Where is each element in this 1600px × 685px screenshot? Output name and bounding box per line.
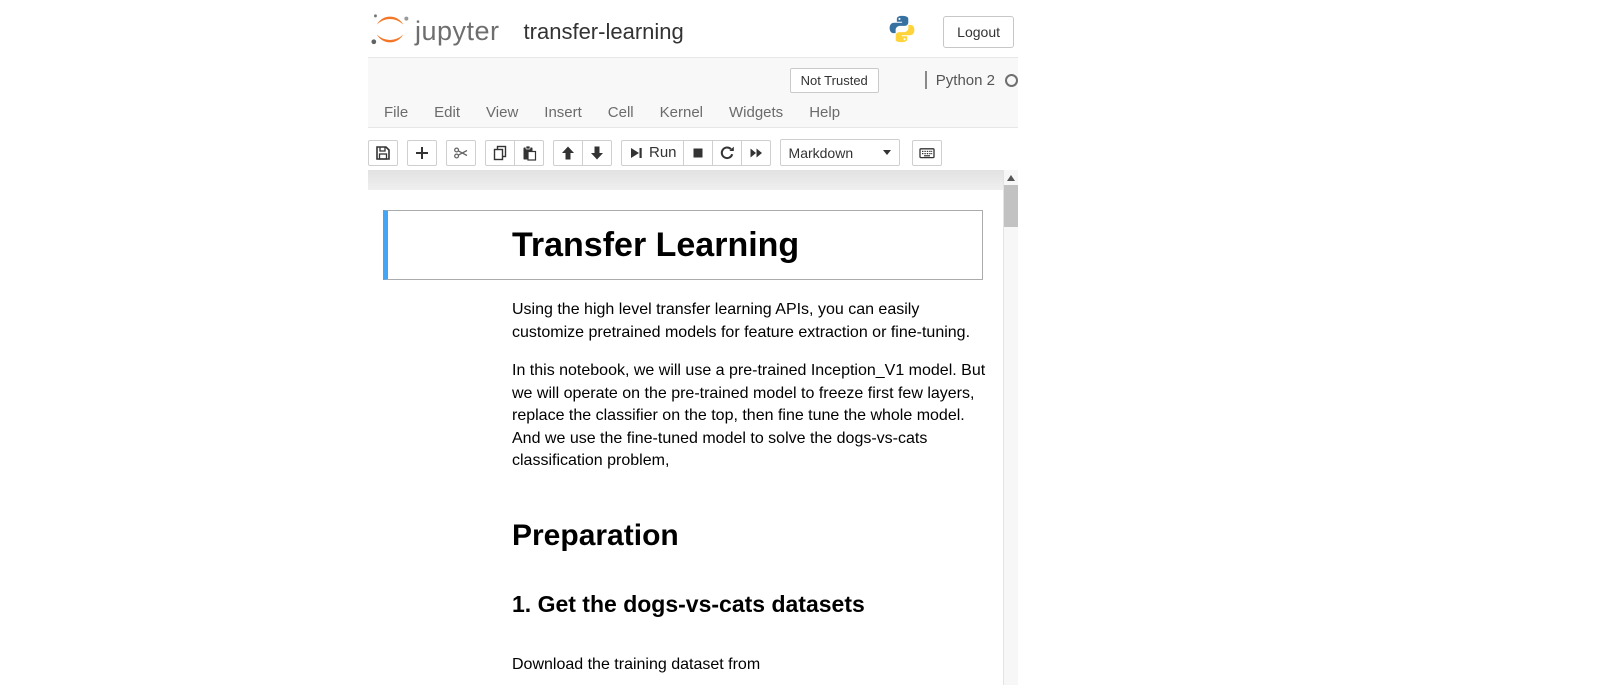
cell-type-dropdown[interactable] <box>780 139 900 166</box>
notebook-scroll-area[interactable] <box>368 170 1003 685</box>
scrollbar-thumb[interactable] <box>1004 185 1018 227</box>
menu-kernel[interactable]: Kernel <box>659 103 703 121</box>
copy-icon <box>492 145 508 161</box>
arrow-up-icon <box>560 145 576 161</box>
move-cell-down-button[interactable] <box>582 140 612 166</box>
menu-help[interactable]: Help <box>809 103 841 121</box>
menu-widgets[interactable]: Widgets <box>729 103 784 121</box>
keyboard-icon <box>919 145 935 161</box>
notebook-title[interactable]: transfer-learning <box>523 18 684 44</box>
notebook-top-strip <box>368 170 1003 190</box>
scrollbar-up-button[interactable] <box>1004 170 1018 185</box>
logout-button[interactable]: Logout <box>943 16 1014 48</box>
add-cell-button[interactable] <box>407 140 437 166</box>
menu-edit[interactable]: Edit <box>434 103 461 121</box>
cell-type-selected-label: Markdown <box>788 144 854 161</box>
toolbar <box>368 128 1018 170</box>
menu-region <box>368 57 1018 128</box>
subsection-heading-datasets: 1. Get the dogs-vs-cats datasets <box>512 590 865 617</box>
selected-markdown-cell[interactable] <box>383 210 983 280</box>
jupyter-logo-text: jupyter <box>415 16 500 46</box>
paragraph-intro: Using the high level transfer learning APIs, you can easily customize pretrained models for feature extraction or fine-tuning. <box>512 301 971 341</box>
jupyter-planet-icon <box>370 11 410 53</box>
run-cell-button[interactable] <box>621 140 684 166</box>
markdown-cell[interactable] <box>512 519 986 553</box>
copy-cells-button[interactable] <box>485 140 515 166</box>
fast-forward-icon <box>748 145 764 161</box>
arrow-down-icon <box>589 145 605 161</box>
scroll-up-arrow-icon <box>1007 175 1015 181</box>
python-kernel-logo-icon <box>887 14 917 49</box>
notebook-app <box>368 0 1018 685</box>
interrupt-kernel-button[interactable] <box>683 140 713 166</box>
paste-cells-button[interactable] <box>514 140 544 166</box>
save-icon <box>375 145 391 161</box>
menu-cell[interactable]: Cell <box>607 103 634 121</box>
app-header <box>368 0 1018 57</box>
section-heading-preparation: Preparation <box>512 518 679 552</box>
notebook-h1-title: Transfer Learning <box>512 226 800 264</box>
paragraph-download: Download the training dataset from <box>512 655 761 673</box>
move-cell-up-button[interactable] <box>553 140 583 166</box>
menu-insert[interactable]: Insert <box>544 103 582 121</box>
run-button-label: Run <box>649 144 677 161</box>
cut-cell-button[interactable] <box>446 140 476 166</box>
jupyter-logo[interactable] <box>370 11 500 53</box>
trust-row <box>368 65 1018 95</box>
menu-file[interactable]: File <box>384 103 409 121</box>
markdown-cell[interactable] <box>512 654 986 677</box>
kernel-name-label: Python 2 <box>935 71 995 89</box>
restart-run-all-button[interactable] <box>741 140 771 166</box>
stop-icon <box>690 145 706 161</box>
paste-icon <box>521 145 537 161</box>
dropdown-caret-icon <box>883 150 891 155</box>
paragraph-notebook-description: In this notebook, we will use a pre-trained Inception_V1 model. But we will operate on the pre-trained model to freeze first few layers, replace the classifier on the top, then fine tune the whole model. And we use the fine-tuned model to solve the dogs-vs-cats classification problem, <box>512 362 986 469</box>
menubar <box>368 95 1018 129</box>
kernel-divider <box>925 71 927 89</box>
step-forward-icon <box>628 145 644 161</box>
notebook-site <box>368 170 1018 685</box>
kernel-idle-indicator-icon <box>1005 74 1018 87</box>
save-button[interactable] <box>368 140 398 166</box>
restart-kernel-button[interactable] <box>712 140 742 166</box>
menu-view[interactable]: View <box>486 103 519 121</box>
scissors-icon <box>453 145 469 161</box>
markdown-cell[interactable] <box>512 591 986 618</box>
vertical-scrollbar[interactable] <box>1003 170 1018 685</box>
restart-icon <box>719 145 735 161</box>
plus-icon <box>414 145 430 161</box>
command-palette-button[interactable] <box>912 140 942 166</box>
trust-status-button[interactable]: Not Trusted <box>790 68 879 93</box>
markdown-cell[interactable] <box>512 299 986 473</box>
